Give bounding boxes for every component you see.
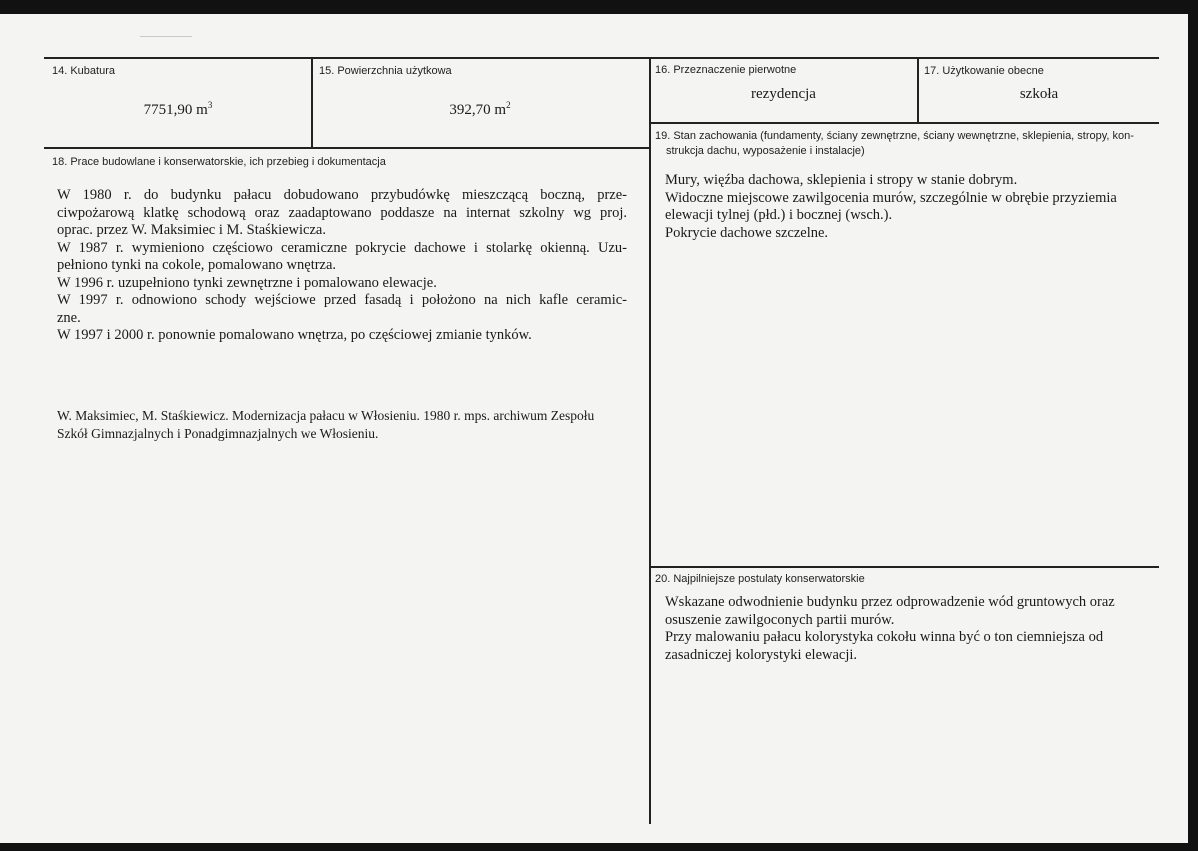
text-line: Wskazane odwodnienie budynku przez odprowadzenie wód gruntowych oraz	[665, 594, 1115, 610]
text-line: ciwpożarową klatkę schodową oraz zaadaptowano poddasze na internat szkolny wg proj.	[57, 204, 627, 221]
scan-border-bottom	[0, 843, 1198, 851]
text-line: W 1987 r. wymieniono częściowo ceramiczne pokrycie dachowe i stolarkę okienną. Uzu-	[57, 239, 627, 256]
text-line: osuszenie zawilgoconych partii murów.	[665, 611, 895, 628]
field-20-text	[665, 594, 1155, 664]
field-15-label: 15. Powierzchnia użytkowa	[319, 65, 452, 77]
text-line: zasadniczej kolorystyki elewacji.	[665, 646, 858, 663]
text-line: W 1997 r. odnowiono schody wejściowe przed fasadą i położono na nich kafle ceramic-	[57, 292, 627, 308]
text-line: Mury, więźba dachowa, sklepienia i stropy w stanie dobrym.	[665, 172, 1018, 188]
field-20-label: 20. Najpilniejsze postulaty konserwatorskie	[655, 573, 865, 585]
text-line: W 1996 r. uzupełniono tynki zewnętrzne i pomalowano elewacje.	[57, 274, 437, 291]
text-line: Widoczne miejscowe zawilgocenia murów, szczególnie w obrębie przyziemia	[665, 189, 1117, 206]
field-19-label-line1: 19. Stan zachowania (fundamenty, ściany zewnętrzne, ściany wewnętrzne, sklepienia, stropy, kon-	[655, 130, 1134, 142]
field-14-value: 7751,90 $m^3$	[143, 100, 213, 118]
field-15-value: 392,70 $m^2$	[449, 100, 511, 118]
grid-line-20-top	[651, 566, 1159, 568]
grid-line-center	[649, 57, 651, 824]
text-line: pełniono tynki na cokole, pomalowano wnętrza.	[57, 257, 337, 273]
field-19-text	[665, 172, 1155, 242]
text-line: zne.	[57, 309, 81, 326]
field-18-text	[57, 187, 627, 345]
field-14-label: 14. Kubatura	[52, 65, 115, 77]
scan-border-top	[0, 0, 1198, 14]
field-18-label: 18. Prace budowlane i konserwatorskie, ich przebieg i dokumentacja	[52, 156, 386, 168]
field-17-value: szkoła	[1019, 86, 1059, 102]
field-18-source	[57, 407, 632, 442]
grid-line-top-right	[651, 57, 1159, 59]
faint-mark	[140, 36, 192, 37]
text-line: W 1997 i 2000 r. ponownie pomalowano wnętrza, po częściowej zmianie tynków.	[57, 327, 532, 343]
field-16-value: rezydencja	[751, 86, 816, 102]
text-line: Przy malowaniu pałacu kolorystyka cokołu winna być o ton ciemniejsza od	[665, 629, 1104, 645]
grid-line-19-top	[651, 122, 1159, 124]
text-line: W 1980 r. do budynku pałacu dobudowano przybudówkę mieszczącą boczną, prze-	[57, 187, 627, 203]
source-line: Szkół Gimnazjalnych i Ponadgimnazjalnych we Włosieniu.	[57, 425, 379, 441]
scan-border-right	[1188, 0, 1198, 851]
source-line: W. Maksimiec, M. Staśkiewicz. Modernizacja pałacu w Włosieniu. 1980 r. mps. archiwum Zespołu	[57, 408, 595, 423]
field-17-label: 17. Użytkowanie obecne	[924, 65, 1044, 77]
grid-line-top-left	[44, 57, 649, 59]
grid-line-18-top	[44, 147, 649, 149]
text-line: oprac. przez W. Maksimiec i M. Staśkiewicza.	[57, 222, 326, 238]
text-line: Pokrycie dachowe szczelne.	[665, 224, 829, 241]
field-16-label: 16. Przeznaczenie pierwotne	[655, 64, 797, 76]
field-19-label-line2: strukcja dachu, wyposażenie i instalacje)	[666, 145, 865, 157]
text-line: elewacji tylnej (płd.) i bocznej (wsch.).	[665, 207, 893, 223]
